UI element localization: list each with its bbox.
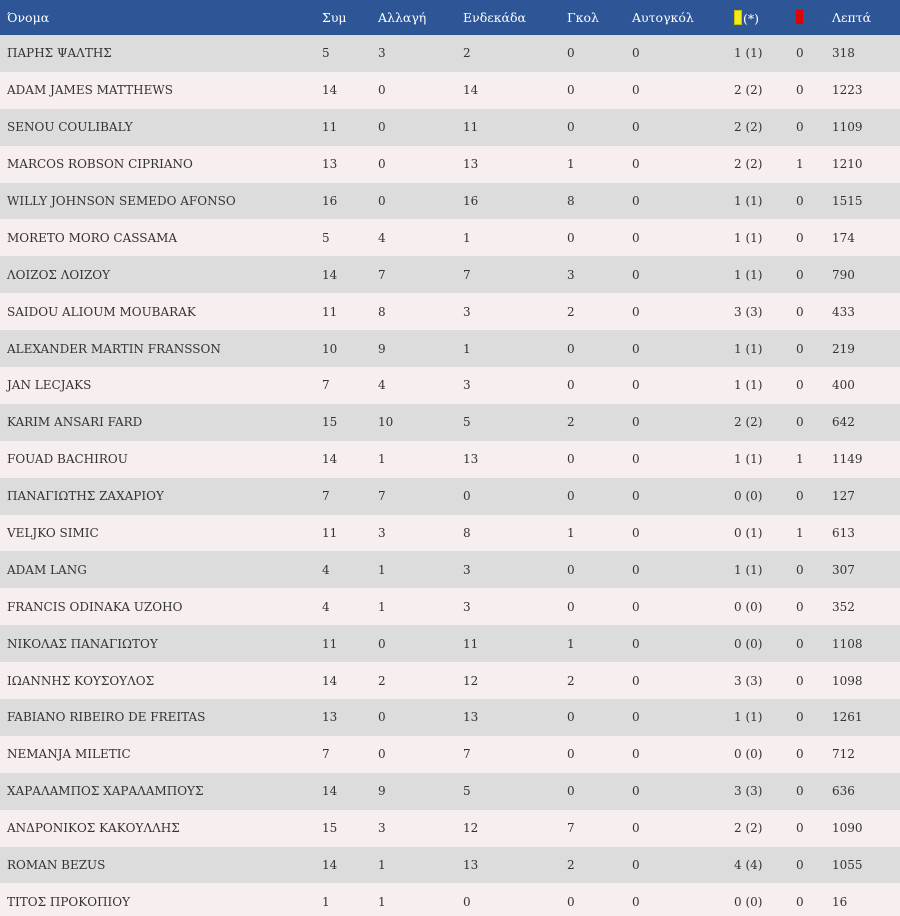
table-row	[0, 515, 900, 552]
cell-red-cards: 1	[796, 526, 804, 541]
cell-own-goals: 0	[632, 489, 640, 504]
table-row	[0, 146, 900, 183]
header-goals[interactable]: Γκολ	[567, 10, 599, 25]
cell-apps: 16	[322, 194, 338, 208]
table-row	[0, 773, 900, 810]
header-minutes[interactable]: Λεπτά	[832, 10, 872, 25]
cell-name[interactable]: ADAM LANG	[7, 562, 87, 577]
cell-yellow-cards: 1 (1)	[734, 230, 763, 245]
cell-name[interactable]: ΠΑΝΑΓΙΩΤΗΣ ΖΑΧΑΡΙΟΥ	[7, 489, 164, 504]
cell-own-goals: 0	[632, 636, 640, 651]
cell-own-goals: 0	[632, 157, 640, 172]
cell-minutes: 1261	[832, 710, 863, 725]
cell-name[interactable]: ΝΙΚΟΛΑΣ ΠΑΝΑΓΙΩΤΟΥ	[7, 636, 158, 651]
cell-name[interactable]: ΧΑΡΑΛΑΜΠΟΣ ΧΑΡΑΛΑΜΠΟΥΣ	[7, 784, 204, 799]
cell-starts: 5	[463, 415, 471, 430]
cell-red-cards: 0	[796, 120, 804, 135]
cell-minutes: 352	[832, 599, 855, 614]
cell-apps: 13	[322, 157, 338, 172]
red-card-icon	[796, 10, 803, 24]
cell-minutes: 712	[832, 747, 855, 762]
cell-starts: 12	[463, 673, 479, 688]
cell-red-cards: 0	[796, 341, 804, 356]
cell-goals: 0	[567, 599, 575, 614]
cell-red-cards: 0	[796, 415, 804, 430]
cell-red-cards: 0	[796, 194, 804, 208]
cell-starts: 8	[463, 526, 471, 541]
header-starts[interactable]: Ενδεκάδα	[463, 10, 526, 25]
cell-yellow-cards: 0 (1)	[734, 526, 763, 541]
cell-subs: 9	[378, 341, 386, 356]
cell-own-goals: 0	[632, 452, 640, 467]
cell-minutes: 127	[832, 489, 855, 504]
cell-minutes: 16	[832, 894, 848, 909]
cell-own-goals: 0	[632, 46, 640, 61]
cell-own-goals: 0	[632, 673, 640, 688]
cell-own-goals: 0	[632, 747, 640, 762]
cell-subs: 4	[378, 378, 386, 393]
cell-apps: 14	[322, 673, 338, 688]
cell-goals: 0	[567, 46, 575, 61]
cell-starts: 11	[463, 120, 479, 135]
header-red-cards[interactable]	[796, 0, 832, 35]
cell-minutes: 1090	[832, 821, 863, 836]
cell-yellow-cards: 3 (3)	[734, 784, 763, 799]
cell-name[interactable]: NEMANJA MILETIC	[7, 747, 131, 762]
cell-minutes: 642	[832, 415, 855, 430]
cell-yellow-cards: 0 (0)	[734, 599, 763, 614]
cell-name[interactable]: MARCOS ROBSON CIPRIANO	[7, 157, 193, 172]
cell-subs: 0	[378, 120, 386, 135]
cell-subs: 10	[378, 415, 394, 430]
cell-subs: 0	[378, 636, 386, 651]
cell-red-cards: 1	[796, 452, 804, 467]
cell-minutes: 219	[832, 341, 855, 356]
cell-apps: 11	[322, 526, 338, 541]
cell-starts: 13	[463, 157, 479, 172]
header-subs[interactable]: Αλλαγή	[378, 10, 427, 25]
cell-own-goals: 0	[632, 378, 640, 393]
cell-yellow-cards: 2 (2)	[734, 157, 763, 172]
cell-own-goals: 0	[632, 341, 640, 356]
header-own-goals[interactable]: Αυτογκόλ	[632, 10, 694, 25]
cell-red-cards: 0	[796, 858, 804, 873]
table-row	[0, 72, 900, 109]
header-yellow-suffix: (*)	[743, 10, 760, 26]
cell-own-goals: 0	[632, 230, 640, 245]
cell-starts: 0	[463, 489, 471, 504]
cell-starts: 1	[463, 230, 471, 245]
cell-yellow-cards: 0 (0)	[734, 747, 763, 762]
cell-starts: 5	[463, 784, 471, 799]
cell-starts: 1	[463, 341, 471, 356]
cell-subs: 8	[378, 304, 386, 319]
cell-apps: 10	[322, 341, 338, 356]
cell-name[interactable]: ALEXANDER MARTIN FRANSSON	[7, 341, 221, 356]
cell-own-goals: 0	[632, 120, 640, 135]
cell-name[interactable]: ΑΝΔΡΟΝΙΚΟΣ ΚΑΚΟΥΛΛΗΣ	[7, 821, 180, 836]
cell-name[interactable]: ΛΟΙΖΟΣ ΛΟΙΖΟΥ	[7, 267, 111, 282]
cell-goals: 8	[567, 194, 575, 208]
cell-apps: 13	[322, 710, 338, 725]
cell-starts: 7	[463, 267, 471, 282]
cell-goals: 0	[567, 452, 575, 467]
cell-own-goals: 0	[632, 304, 640, 319]
cell-subs: 7	[378, 267, 386, 282]
cell-yellow-cards: 1 (1)	[734, 562, 763, 577]
table-row	[0, 109, 900, 146]
table-row	[0, 256, 900, 293]
cell-subs: 3	[378, 46, 386, 61]
header-row	[0, 0, 900, 35]
cell-yellow-cards: 3 (3)	[734, 304, 763, 319]
cell-apps: 7	[322, 489, 330, 504]
cell-yellow-cards: 2 (2)	[734, 120, 763, 135]
cell-goals: 1	[567, 636, 575, 651]
cell-name[interactable]: FOUAD BACHIROU	[7, 452, 128, 467]
cell-own-goals: 0	[632, 194, 640, 208]
cell-starts: 14	[463, 83, 479, 98]
cell-goals: 2	[567, 673, 575, 688]
cell-name[interactable]: SENOU COULIBALY	[7, 120, 133, 135]
table-row	[0, 883, 900, 916]
cell-goals: 0	[567, 894, 575, 909]
cell-goals: 1	[567, 157, 575, 172]
cell-name[interactable]: ΙΩΑΝΝΗΣ ΚΟΥΣΟΥΛΟΣ	[7, 673, 155, 688]
cell-name[interactable]: ΠΑΡΗΣ ΨΑΛΤΗΣ	[7, 46, 112, 61]
cell-red-cards: 0	[796, 710, 804, 725]
cell-red-cards: 0	[796, 267, 804, 282]
cell-subs: 7	[378, 489, 386, 504]
cell-apps: 11	[322, 636, 338, 651]
cell-starts: 16	[463, 194, 479, 208]
cell-minutes: 1098	[832, 673, 863, 688]
cell-minutes: 1108	[832, 636, 863, 651]
table-row	[0, 810, 900, 847]
cell-apps: 14	[322, 267, 338, 282]
table-row	[0, 625, 900, 662]
cell-subs: 1	[378, 858, 386, 873]
cell-minutes: 433	[832, 304, 855, 319]
table-row	[0, 367, 900, 404]
header-yellow-cards[interactable]	[734, 0, 796, 35]
table-row	[0, 699, 900, 736]
cell-apps: 4	[322, 599, 330, 614]
cell-yellow-cards: 2 (2)	[734, 415, 763, 430]
cell-own-goals: 0	[632, 562, 640, 577]
cell-yellow-cards: 0 (0)	[734, 636, 763, 651]
cell-apps: 4	[322, 562, 330, 577]
cell-yellow-cards: 1 (1)	[734, 452, 763, 467]
cell-red-cards: 0	[796, 784, 804, 799]
cell-minutes: 1223	[832, 83, 863, 98]
cell-goals: 0	[567, 784, 575, 799]
cell-goals: 0	[567, 710, 575, 725]
cell-red-cards: 1	[796, 157, 804, 172]
cell-red-cards: 0	[796, 673, 804, 688]
cell-subs: 0	[378, 710, 386, 725]
header-name[interactable]: Όνομα	[7, 10, 50, 25]
cell-minutes: 1149	[832, 452, 863, 467]
cell-apps: 11	[322, 120, 338, 135]
cell-subs: 1	[378, 599, 386, 614]
cell-yellow-cards: 4 (4)	[734, 858, 763, 873]
cell-minutes: 613	[832, 526, 855, 541]
cell-yellow-cards: 0 (0)	[734, 894, 763, 909]
cell-red-cards: 0	[796, 46, 804, 61]
cell-subs: 0	[378, 194, 386, 208]
cell-red-cards: 0	[796, 599, 804, 614]
table-body	[0, 35, 900, 916]
cell-red-cards: 0	[796, 821, 804, 836]
cell-apps: 5	[322, 230, 330, 245]
cell-yellow-cards: 1 (1)	[734, 378, 763, 393]
cell-name[interactable]: WILLY JOHNSON SEMEDO AFONSO	[7, 194, 236, 208]
cell-subs: 9	[378, 784, 386, 799]
cell-starts: 7	[463, 747, 471, 762]
cell-name[interactable]: ROMAN BEZUS	[7, 858, 106, 873]
cell-goals: 2	[567, 304, 575, 319]
cell-goals: 0	[567, 341, 575, 356]
cell-goals: 0	[567, 562, 575, 577]
cell-name[interactable]: VELJKO SIMIC	[7, 526, 99, 541]
cell-own-goals: 0	[632, 784, 640, 799]
cell-own-goals: 0	[632, 858, 640, 873]
cell-goals: 0	[567, 747, 575, 762]
cell-yellow-cards: 2 (2)	[734, 821, 763, 836]
cell-own-goals: 0	[632, 894, 640, 909]
table-row	[0, 736, 900, 773]
cell-subs: 3	[378, 526, 386, 541]
cell-yellow-cards: 1 (1)	[734, 710, 763, 725]
cell-yellow-cards: 1 (1)	[734, 46, 763, 61]
cell-goals: 0	[567, 378, 575, 393]
cell-subs: 1	[378, 562, 386, 577]
cell-red-cards: 0	[796, 562, 804, 577]
cell-starts: 3	[463, 304, 471, 319]
cell-red-cards: 0	[796, 83, 804, 98]
header-apps[interactable]: Συμ	[322, 10, 347, 25]
cell-red-cards: 0	[796, 894, 804, 909]
cell-own-goals: 0	[632, 526, 640, 541]
table-row	[0, 330, 900, 367]
cell-name[interactable]: FRANCIS ODINAKA UZOHO	[7, 599, 183, 614]
cell-own-goals: 0	[632, 821, 640, 836]
cell-starts: 11	[463, 636, 479, 651]
cell-subs: 0	[378, 83, 386, 98]
cell-yellow-cards: 0 (0)	[734, 489, 763, 504]
yellow-card-icon	[734, 10, 742, 25]
cell-minutes: 1055	[832, 858, 863, 873]
cell-apps: 7	[322, 747, 330, 762]
cell-apps: 11	[322, 304, 338, 319]
cell-apps: 5	[322, 46, 330, 61]
cell-minutes: 307	[832, 562, 855, 577]
cell-subs: 3	[378, 821, 386, 836]
cell-starts: 3	[463, 599, 471, 614]
cell-red-cards: 0	[796, 747, 804, 762]
cell-goals: 0	[567, 489, 575, 504]
cell-goals: 0	[567, 120, 575, 135]
cell-minutes: 790	[832, 267, 855, 282]
cell-starts: 13	[463, 858, 479, 873]
cell-own-goals: 0	[632, 710, 640, 725]
table-row	[0, 404, 900, 441]
cell-starts: 3	[463, 562, 471, 577]
cell-goals: 3	[567, 267, 575, 282]
cell-own-goals: 0	[632, 599, 640, 614]
cell-goals: 0	[567, 83, 575, 98]
cell-red-cards: 0	[796, 304, 804, 319]
table-row	[0, 478, 900, 515]
cell-minutes: 174	[832, 230, 855, 245]
cell-apps: 15	[322, 821, 338, 836]
cell-apps: 14	[322, 858, 338, 873]
cell-name[interactable]: ADAM JAMES MATTHEWS	[7, 83, 173, 98]
cell-name[interactable]: FABIANO RIBEIRO DE FREITAS	[7, 710, 206, 725]
cell-red-cards: 0	[796, 378, 804, 393]
cell-goals: 1	[567, 526, 575, 541]
cell-name[interactable]: KARIM ANSARI FARD	[7, 415, 143, 430]
cell-yellow-cards: 2 (2)	[734, 83, 763, 98]
cell-name[interactable]: ΤΙΤΟΣ ΠΡΟΚΟΠΙΟΥ	[7, 894, 131, 909]
table-row	[0, 183, 900, 220]
cell-subs: 0	[378, 157, 386, 172]
cell-subs: 2	[378, 673, 386, 688]
cell-yellow-cards: 3 (3)	[734, 673, 763, 688]
cell-minutes: 318	[832, 46, 855, 61]
cell-goals: 7	[567, 821, 575, 836]
table-row	[0, 35, 900, 72]
table-row	[0, 847, 900, 884]
cell-goals: 0	[567, 230, 575, 245]
cell-apps: 15	[322, 415, 338, 430]
cell-minutes: 1109	[832, 120, 863, 135]
cell-minutes: 1515	[832, 194, 863, 208]
cell-goals: 2	[567, 415, 575, 430]
cell-starts: 0	[463, 894, 471, 909]
table-row	[0, 662, 900, 699]
table-row	[0, 588, 900, 625]
cell-starts: 2	[463, 46, 471, 61]
cell-apps: 1	[322, 894, 330, 909]
table-row	[0, 441, 900, 478]
cell-starts: 13	[463, 452, 479, 467]
table-row	[0, 551, 900, 588]
cell-starts: 13	[463, 710, 479, 725]
cell-red-cards: 0	[796, 489, 804, 504]
cell-yellow-cards: 1 (1)	[734, 267, 763, 282]
cell-own-goals: 0	[632, 83, 640, 98]
cell-subs: 1	[378, 452, 386, 467]
cell-own-goals: 0	[632, 415, 640, 430]
cell-red-cards: 0	[796, 636, 804, 651]
cell-subs: 4	[378, 230, 386, 245]
cell-subs: 0	[378, 747, 386, 762]
cell-yellow-cards: 1 (1)	[734, 194, 763, 208]
cell-minutes: 636	[832, 784, 855, 799]
cell-goals: 2	[567, 858, 575, 873]
cell-apps: 14	[322, 83, 338, 98]
table-row	[0, 293, 900, 330]
cell-own-goals: 0	[632, 267, 640, 282]
cell-apps: 14	[322, 784, 338, 799]
cell-subs: 1	[378, 894, 386, 909]
cell-name[interactable]: JAN LECJAKS	[7, 378, 92, 393]
cell-name[interactable]: SAIDOU ALIOUM MOUBARAK	[7, 304, 196, 319]
cell-name[interactable]: MORETO MORO CASSAMA	[7, 230, 178, 245]
cell-minutes: 400	[832, 378, 855, 393]
cell-apps: 14	[322, 452, 338, 467]
cell-apps: 7	[322, 378, 330, 393]
table-row	[0, 219, 900, 256]
cell-red-cards: 0	[796, 230, 804, 245]
table-header	[0, 0, 900, 35]
cell-starts: 3	[463, 378, 471, 393]
cell-minutes: 1210	[832, 157, 863, 172]
cell-yellow-cards: 1 (1)	[734, 341, 763, 356]
cell-starts: 12	[463, 821, 479, 836]
